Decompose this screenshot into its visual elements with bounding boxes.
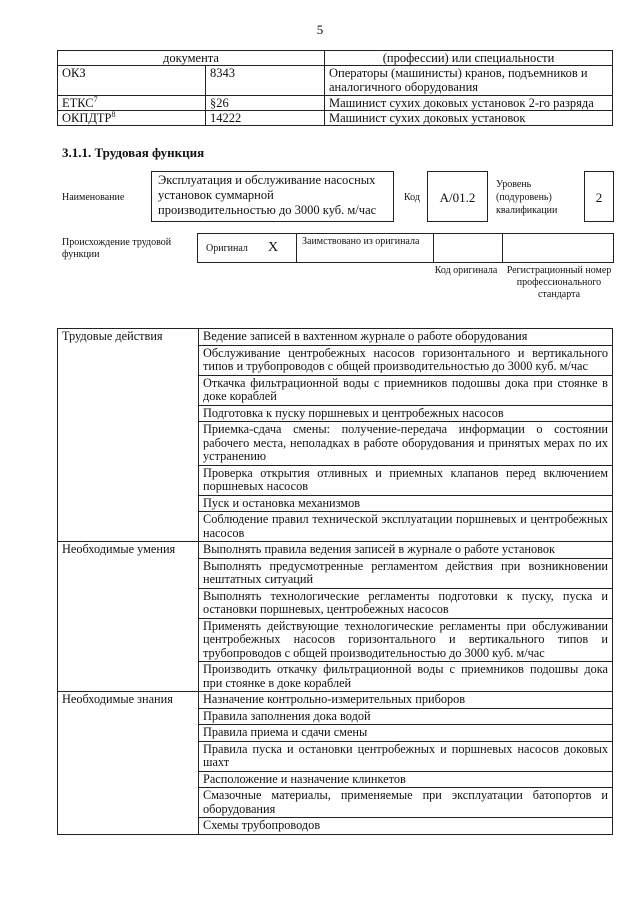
- table-row: [58, 692, 613, 709]
- competency-table: [57, 328, 613, 835]
- section-item: Выполнять технологические регламенты подготовки к пуску, пуска и остановки поршневых, центробежных насосов: [199, 588, 613, 618]
- section-item: Проверка открытия отливных и приемных клапанов перед включением поршневых насосов: [199, 465, 613, 495]
- name-label: Наименование: [62, 192, 125, 203]
- code-original-cell: [433, 234, 503, 262]
- section-item: Приемка-сдача смены: получение-передача информации о состоянии рабочего места, неполадках в работе оборудования и принятых мерах по их устранению: [199, 422, 613, 466]
- original-cell: [198, 234, 297, 262]
- function-name-box: Эксплуатация и обслуживание насосных установок суммарной производительностью до 3000 куб. м/час: [151, 171, 394, 222]
- classification-code: ОКЗ: [58, 66, 206, 96]
- origin-label: Происхождение трудовой функции: [62, 237, 172, 260]
- classification-number: 14222: [206, 111, 325, 126]
- code-text: ЕТКС: [62, 96, 94, 110]
- section-item: Правила заполнения дока водой: [199, 708, 613, 725]
- classification-row: [58, 96, 613, 111]
- section-item: Производить откачку фильтрационной воды с приемников подошвы дока при стоянке в доке кораблей: [199, 662, 613, 692]
- borrowed-label: Заимствовано из оригинала: [302, 236, 420, 247]
- section-category: Трудовые действия: [58, 329, 199, 542]
- original-label: Оригинал: [206, 243, 248, 254]
- page-number: 5: [316, 22, 324, 37]
- section-title: 3.1.1. Трудовая функция: [62, 145, 205, 160]
- section-item: Правила пуска и остановки центробежных и поршневых насосов доковых шахт: [199, 741, 613, 771]
- footnote-ref: 7: [93, 94, 98, 104]
- classification-name: Машинист сухих доковых установок 2-го разряда: [325, 96, 613, 111]
- level-value-box: 2: [584, 171, 614, 222]
- original-mark: X: [268, 240, 279, 255]
- footnote-ref: 8: [111, 109, 116, 119]
- table-row: [58, 329, 613, 346]
- section-item: Выполнять предусмотренные регламентом действия при возникновении нештатных ситуаций: [199, 558, 613, 588]
- section-item: Пуск и остановка механизмов: [199, 495, 613, 512]
- section-item: Схемы трубопроводов: [199, 818, 613, 835]
- section-item: Обслуживание центробежных насосов горизонтального и вертикального типов и трубопроводов с общей производительностью до 3000 куб. м/час: [199, 345, 613, 375]
- section-item: Откачка фильтрационной воды с приемников подошвы дока при стоянке в доке кораблей: [199, 375, 613, 405]
- section-item: Выполнять правила ведения записей в журнале о работе установок: [199, 542, 613, 559]
- reg-number-caption: Регистрационный номер профессионального стандарта: [506, 265, 612, 300]
- classification-row: [58, 66, 613, 96]
- header-document: документа: [58, 51, 325, 66]
- classification-row: [58, 111, 613, 126]
- classification-code: [58, 96, 206, 111]
- table-row: [58, 542, 613, 559]
- section-category: Необходимые знания: [58, 692, 199, 835]
- classification-header-row: [58, 51, 613, 66]
- classification-name: Операторы (машинисты) кранов, подъемников и аналогичного оборудования: [325, 66, 613, 96]
- header-profession: (профессии) или специальности: [325, 51, 613, 66]
- section-item: Назначение контрольно-измерительных приборов: [199, 692, 613, 709]
- function-code-box: А/01.2: [427, 171, 488, 222]
- classification-code: [58, 111, 206, 126]
- section-item: Соблюдение правил технической эксплуатации поршневых и центробежных насосов: [199, 512, 613, 542]
- classification-number: 8343: [206, 66, 325, 96]
- section-item: Правила приема и сдачи смены: [199, 725, 613, 742]
- code-label: Код: [404, 192, 420, 203]
- origin-box: [197, 233, 614, 263]
- level-label: Уровень (подуровень) квалификации: [496, 179, 558, 216]
- section-item: Применять действующие технологические регламенты при обслуживании центробежных насосов горизонтального и вертикального типов и трубопроводов с общей производительностью до 3000 куб. м/час: [199, 618, 613, 662]
- code-text: ОКПДТР: [62, 111, 112, 125]
- code-original-caption: Код оригинала: [434, 265, 498, 276]
- section-category: Необходимые умения: [58, 542, 199, 692]
- section-item: Подготовка к пуску поршневых и центробежных насосов: [199, 405, 613, 422]
- section-item: Расположение и назначение клинкетов: [199, 771, 613, 788]
- classification-table: [57, 50, 613, 126]
- section-item: Ведение записей в вахтенном журнале о работе оборудования: [199, 329, 613, 346]
- classification-name: Машинист сухих доковых установок: [325, 111, 613, 126]
- section-item: Смазочные материалы, применяемые при эксплуатации батопортов и оборудования: [199, 788, 613, 818]
- classification-number: §26: [206, 96, 325, 111]
